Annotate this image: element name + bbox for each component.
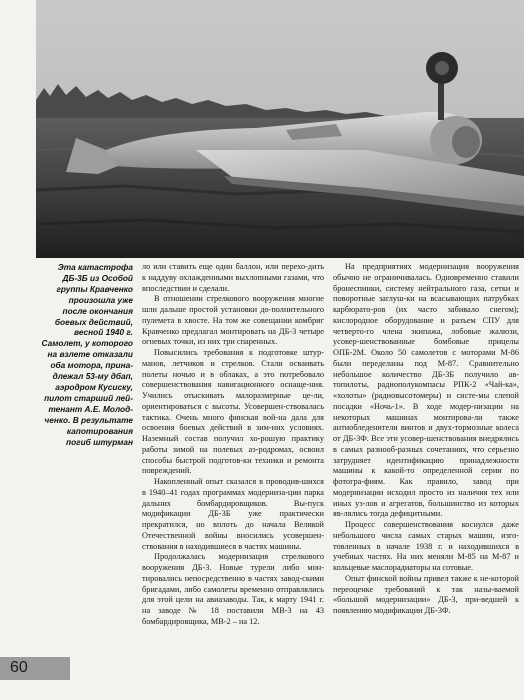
paragraph: В отношении стрелкового вооружения многие шли дальше простой установки до-полнительного пулемета в хвосте. На том же совещании комбриг Кравченко предлагал монтировать на ДБ-3 четыре огневых точки, из них три спаренных. (142, 294, 324, 347)
paragraph: На предприятиях модернизация вооружения обычно не ограничивалась. Одновременно ставили бронеспинки, систему нейтрального газа, сетки и поворотные заглуш-ки на всасывающих патрубках карбюрато-ров (их часто забивало снегом); кислородное оборудование и разъем СПУ для четверто-го члена экипажа, лобовые жалюзи, усовер-шенствованные бомбовые прицелы ОПБ-2М. Около 50 самолетов с моторами М-86 были переделаны под М-87. Сравнительно небольшое количество ДБ-3Б получило ав-топилоты, радиополукомпасы РПК-2 «Чай-ка», «холоты» (радиовысотомеры) и систе-мы слепой посадки «Ночь-1». В ходе модер-низации на некоторых машинах монтирова-ли также антиобледенители винтов и двух-тормозные колеса от ДБ-3Ф. Все эти усовер-шенствования внедрялись в самых разнооб-разных сочетаниях, что серьезно затрудняет идентификацию принадлежности машины к какой-то определенной серии по фотогра-фиям. Как правило, завод при модернизации исходил просто из наличия тех или иных уз-лов и агрегатов, большинство из которых яв-лялись тогда дефицитными. (333, 262, 519, 519)
paragraph: Накопленный опыт сказался в проводив-шихся в 1940–41 годах программах модерниза-ции парка дальних бомбардировщиков. Вы-пуск модификации ДБ-3Б уже практически прекратился, но вплоть до начала Великой Отечественной войны вносились усовершен-ствования в находившиеся в частях машины. (142, 477, 324, 551)
crashed-aircraft-photo (36, 0, 524, 258)
paragraph: Опыт финской войны привел также к не-которой переоценке требований к так назы-ваемой «большой модернизации» ДБ-3, при-ведшей к появлению модификации ДБ-3Ф. (333, 573, 519, 615)
photo-caption: Эта катастрофа ДБ-3Б из Особой группы Кравченко произошла уже после окончания боевых действий, весной 1940 г. Самолет, у которого на взлете отказали оба мотора, прина- длежал 53-му дбап, аэродром Кусиску, пилот старший лей- тенант А.Е. Молод- ченко. В результате капотирования погиб штурман (41, 262, 133, 447)
paragraph: Продолжалась модернизация стрелкового вооружения ДБ-3. Новые турели либо мон-тировались непосредственно в частях завод-скими бригадами, либо самолеты временно отправлялись для этой цели на авиазаводы. Так, к марту 1941 г. на заводе № 18 поставили МВ-3 на 43 бомбардировщика, МВ-2 – на 12. (142, 552, 324, 626)
text-column-right (333, 262, 519, 617)
paragraph: ло или ставить еще один баллон, или перехо-дить к наддуву охлажденными выхлопными газами, что впоследствии и сделали. (142, 262, 324, 293)
paragraph: Повысились требования к подготовке штур-манов, летчиков и стрелков. Стали осваивать полеты ночью и в облаках, а это потребовало совершенствования навигационного оснаще-ния. Учились отыскивать малоразмерные це-ли, ориентироваться с высоты. Усовершен-ствовалась тактика. Очень много финская вой-на дала для освоения боевых действий в зим-них условиях. Наземный состав получил хо-рошую практику работы зимой на полевых аэ-родромах, освоил способы быстрой подготов-ки техники и ремонта повреждений. (142, 348, 324, 476)
paragraph: Процесс совершенствования коснулся даже небольшого числа самых старых машин, изго-товленных в начале 1938 г. и находившихся в учебных частях. На них меняли М-85 на М-87 и кольцевые маслорадиаторы на сотовые. (333, 520, 519, 572)
text-column-left (142, 262, 324, 628)
page-number: 60 (10, 659, 28, 676)
